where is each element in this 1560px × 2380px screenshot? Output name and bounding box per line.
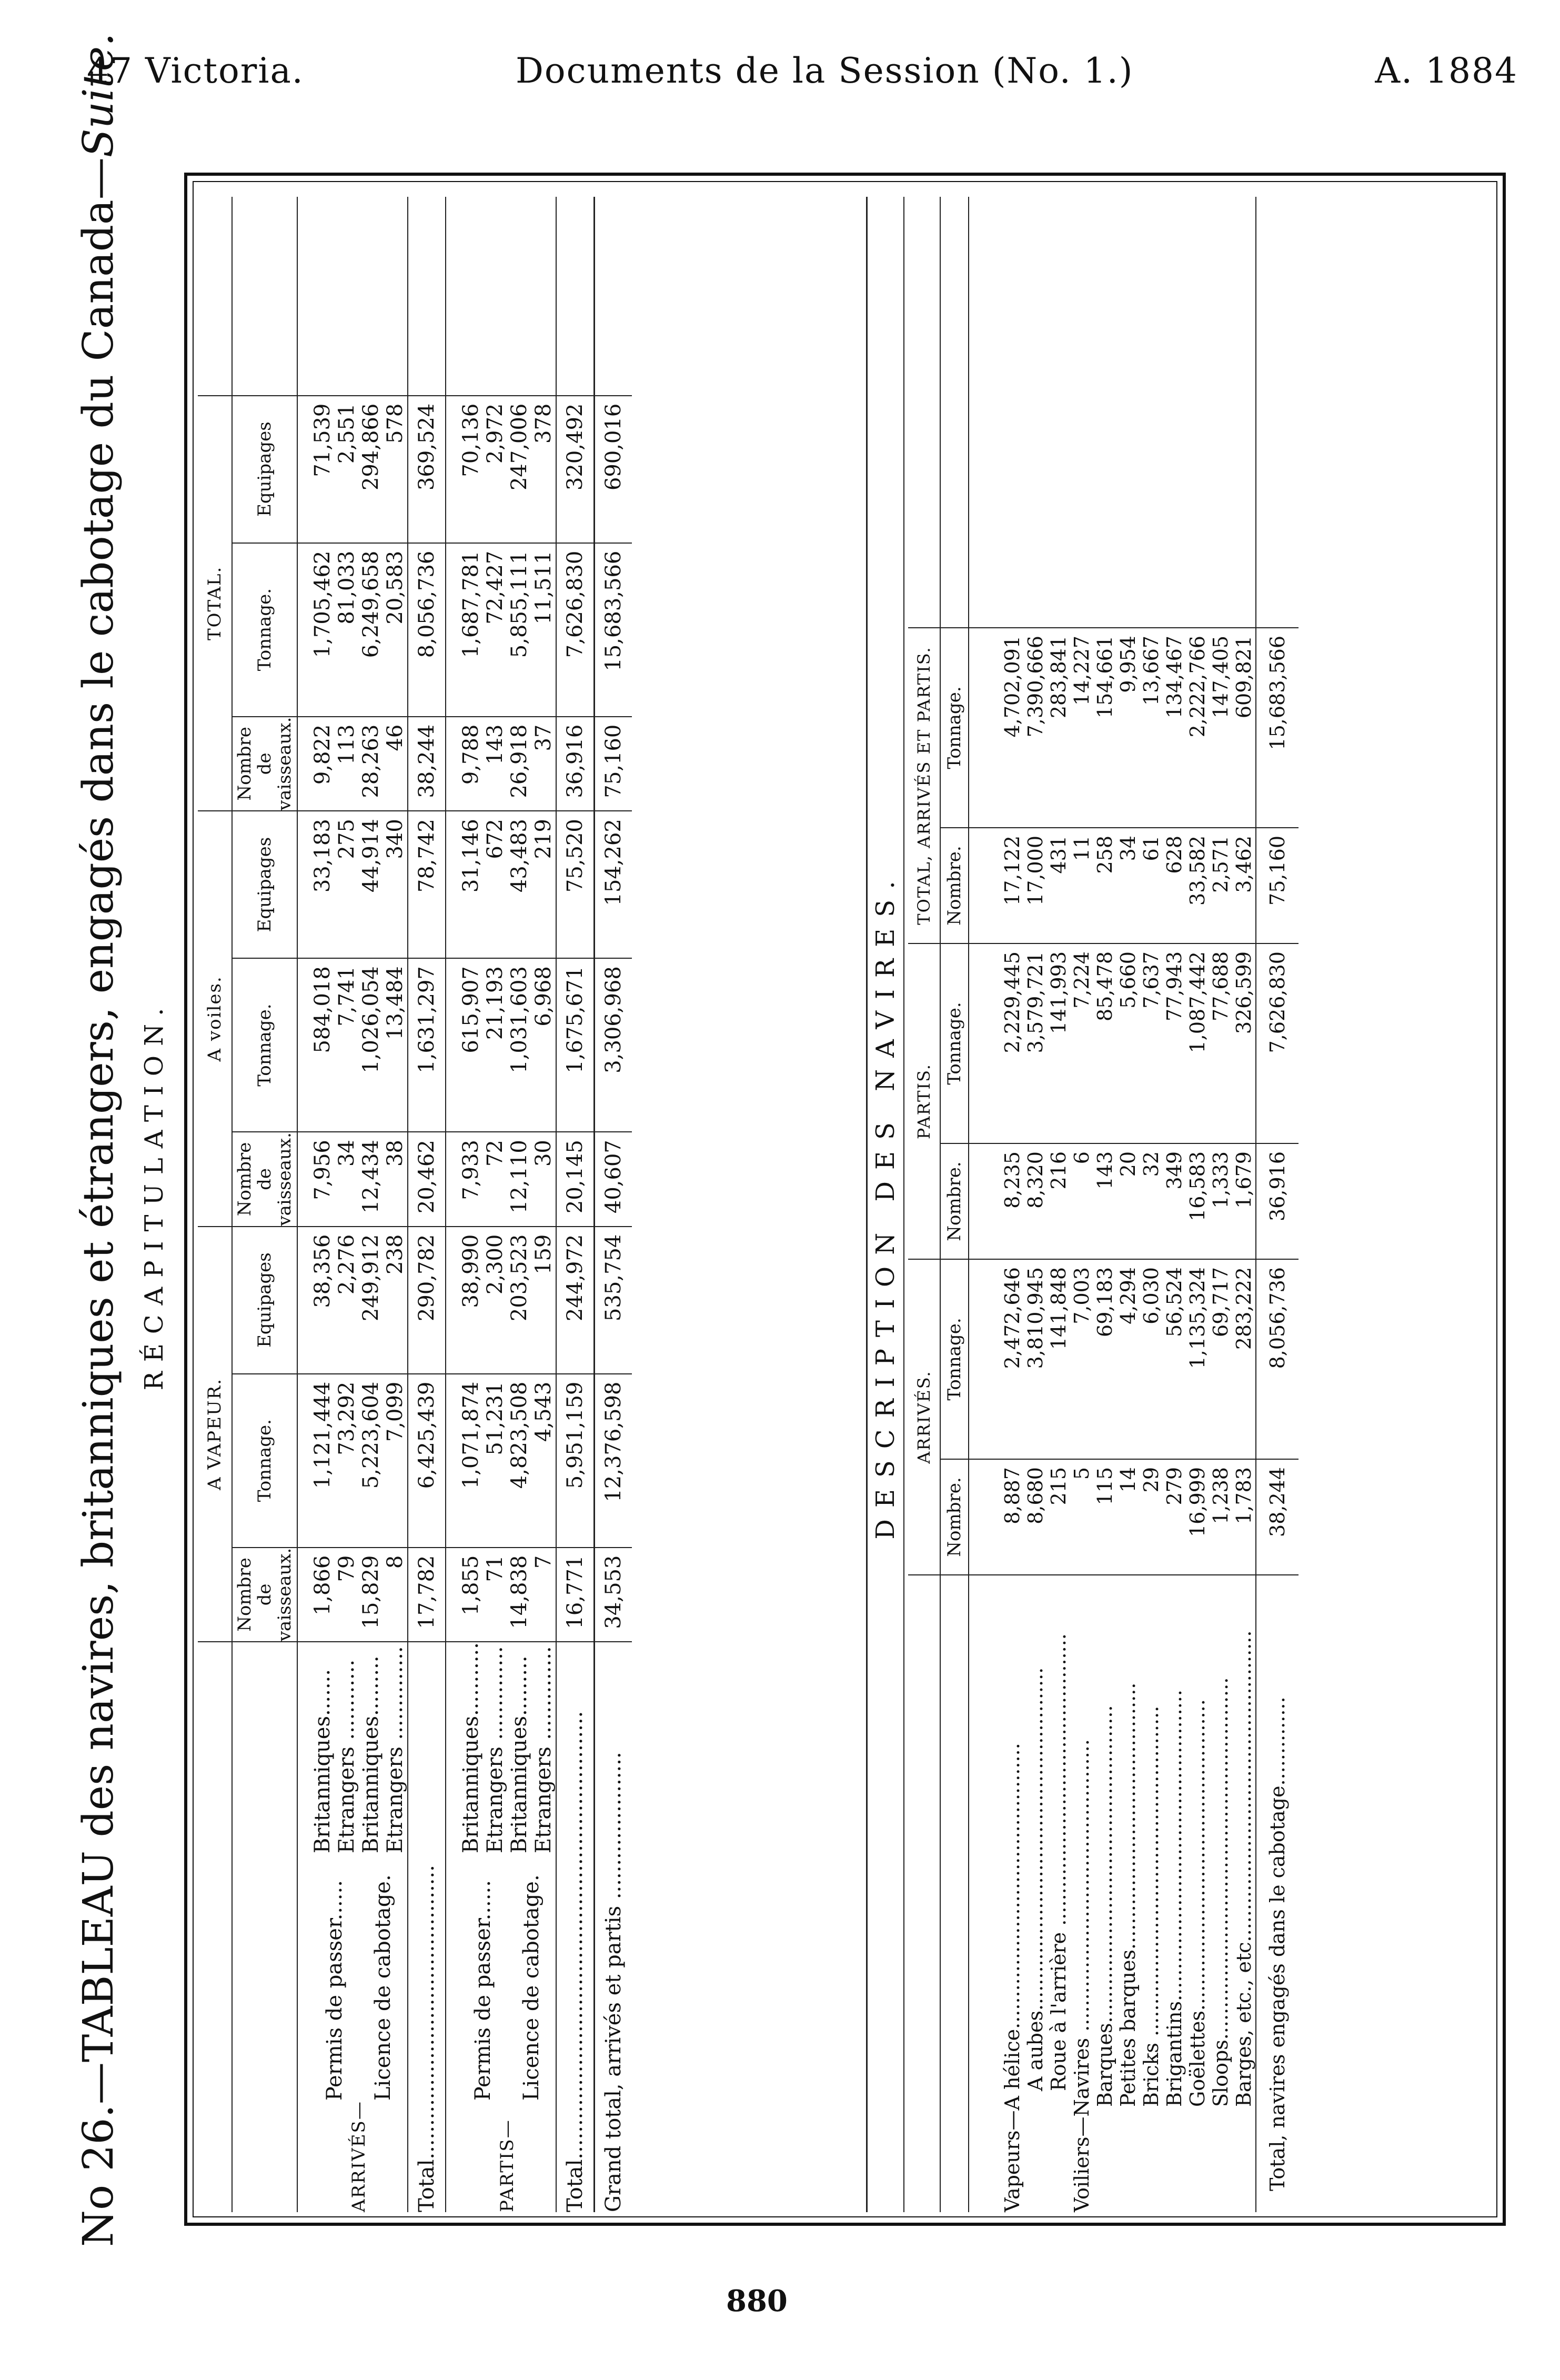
recap-cell: 7,626,830: [556, 543, 595, 717]
recap-partis-label: PARTIS—: [446, 2101, 556, 2212]
recap-total-equipages-header: Equipages: [232, 396, 297, 543]
recap-cell: 14,838: [507, 1548, 531, 1642]
recap-cell: 38,356: [297, 1227, 335, 1374]
desc-arrives-nombre-header: Nombre.: [940, 1459, 969, 1575]
desc-cell: 283,841: [1047, 628, 1070, 828]
desc-row: [1116, 197, 1140, 2212]
recap-cell: 535,754: [595, 1227, 632, 1374]
recap-row-grand-total: [595, 197, 632, 2212]
desc-cell: 38,244: [1256, 1459, 1299, 1575]
recap-group-header-row: [198, 197, 232, 2212]
recap-cell: 1,031,603: [507, 958, 531, 1132]
recap-voiles-equipages-header: Equipages: [232, 811, 297, 958]
desc-cell: 6: [1070, 1143, 1093, 1259]
desc-arrives-tonnage-header: Tonnage.: [940, 1259, 969, 1459]
desc-row-label: Roue à l'arrière ..............................................: [1047, 1633, 1070, 2091]
desc-cell: 283,222: [1232, 1259, 1256, 1459]
recap-cell: 294,866: [359, 396, 383, 543]
recap-nat: Britanniques.........: [359, 1655, 383, 1854]
recap-cell: 584,018: [297, 958, 335, 1132]
desc-cell: 7,003: [1070, 1259, 1093, 1459]
desc-cell: 77,943: [1163, 943, 1186, 1143]
desc-spare-cell: [1047, 197, 1070, 628]
recap-row-partis-2: [507, 197, 531, 2212]
desc-cell: 143: [1093, 1143, 1116, 1259]
desc-label-subheader: [940, 1575, 969, 2212]
desc-row-label: Sloops.........................................................: [1209, 1677, 1232, 2107]
recap-cell: 1,687,781: [446, 543, 483, 717]
recap-row-arrives-total: [408, 197, 446, 2212]
desc-cell: 2,571: [1209, 828, 1232, 943]
recap-cell: 16,771: [556, 1548, 595, 1642]
desc-spare-header: [908, 197, 940, 628]
desc-cell: 7,224: [1070, 943, 1093, 1143]
desc-cell: 8,887: [969, 1459, 1024, 1575]
recap-spare-cell: [446, 197, 483, 396]
recap-cell: 38: [383, 1132, 408, 1227]
recap-cell: 615,907: [446, 958, 483, 1132]
recap-cell: 247,006: [507, 396, 531, 543]
desc-cell: 4,294: [1116, 1259, 1140, 1459]
recap-voiles-nombre-header: Nombre de vaisseaux.: [232, 1132, 297, 1227]
recap-spare-header: [198, 197, 232, 396]
desc-row-total: [1256, 197, 1299, 2212]
desc-cell: 349: [1163, 1143, 1186, 1259]
desc-cell: 36,916: [1256, 1143, 1299, 1259]
recap-cell: 9,822: [297, 717, 335, 811]
desc-cell: 5: [1070, 1459, 1093, 1575]
desc-cell: 326,599: [1232, 943, 1256, 1143]
desc-cell: 7,626,830: [1256, 943, 1299, 1143]
recap-cell: 15,683,566: [595, 543, 632, 717]
desc-spare-subheader: [940, 197, 969, 628]
recap-grand-total-label: Grand total, arrivés et partis ......................: [595, 1642, 632, 2212]
recap-arrives-total-label: Total............................................: [408, 1642, 446, 2212]
recap-cell: 340: [383, 811, 408, 958]
desc-cell: 77,688: [1209, 943, 1232, 1143]
table-title-main: No 26.—TABLEAU des navires, britanniques et étrangers, engagés dans le cabotage du Canada—: [74, 157, 123, 2247]
recap-group-total: TOTAL.: [198, 396, 232, 811]
recap-cell: 5,951,159: [556, 1374, 595, 1548]
desc-cell: 141,993: [1047, 943, 1070, 1143]
recap-cell: 9,788: [446, 717, 483, 811]
recap-spare-cell: [359, 197, 383, 396]
desc-cell: 147,405: [1209, 628, 1232, 828]
desc-spare-cell: [1256, 197, 1299, 628]
desc-cell: 34: [1116, 828, 1140, 943]
desc-cell: 258: [1093, 828, 1116, 943]
recap-cell: 672: [483, 811, 507, 958]
recap-cell: 2,300: [483, 1227, 507, 1374]
recap-cell: 1,866: [297, 1548, 335, 1642]
recap-label-header: [198, 1642, 232, 2212]
recap-cell: 1,121,444: [297, 1374, 335, 1548]
recap-voiles-tonnage-header: Tonnage.: [232, 958, 297, 1132]
desc-cell: 216: [1047, 1143, 1070, 1259]
desc-spare-cell: [969, 197, 1024, 628]
recap-row-partis-total: [556, 197, 595, 2212]
desc-row: [969, 197, 1024, 2212]
recap-cell: 15,829: [359, 1548, 383, 1642]
recap-label-subheader: [232, 1642, 297, 2212]
recap-cell: 6,968: [531, 958, 556, 1132]
running-head-left: 47 Victoria.: [87, 51, 304, 91]
recap-cell: 12,434: [359, 1132, 383, 1227]
table-subtitle: RÉCAPITULATION.: [139, 998, 169, 1391]
recap-cell: 244,972: [556, 1227, 595, 1374]
desc-group-header-row: [908, 197, 940, 2212]
recap-cell: 13,484: [383, 958, 408, 1132]
desc-cell: 3,462: [1232, 828, 1256, 943]
recap-cell: 75,520: [556, 811, 595, 958]
recap-cell: 113: [335, 717, 359, 811]
recap-cell: 37: [531, 717, 556, 811]
recap-cell: 81,033: [335, 543, 359, 717]
desc-cell: 2,229,445: [969, 943, 1024, 1143]
recap-spare-subheader: [232, 197, 297, 396]
recap-cell: 3,306,968: [595, 958, 632, 1132]
table-title-suite: Suite.: [74, 33, 123, 158]
recap-arrives-permit1: Permis de passer......: [323, 1880, 347, 2101]
desc-cell: 4,702,091: [969, 628, 1024, 828]
desc-cell: 3,579,721: [1024, 943, 1047, 1143]
recap-vapeur-tonnage-header: Tonnage.: [232, 1374, 297, 1548]
recap-spare-cell: [335, 197, 359, 396]
running-head: [0, 0, 1560, 105]
recap-cell: 1,855: [446, 1548, 483, 1642]
desc-row-label: Barges, etc., etc.................................................: [1232, 1630, 1255, 2107]
desc-cell: 279: [1163, 1459, 1186, 1575]
recap-spare-cell: [483, 197, 507, 396]
desc-spare-cell: [1116, 197, 1140, 628]
desc-cell: 8,680: [1024, 1459, 1047, 1575]
desc-spare-cell: [1209, 197, 1232, 628]
recap-total-nombre-header: Nombre de vaisseaux.: [232, 717, 297, 811]
recap-spare-cell: [556, 197, 595, 396]
desc-cell: 32: [1140, 1143, 1163, 1259]
desc-partis-tonnage-header: Tonnage.: [940, 943, 969, 1143]
recap-cell: 33,183: [297, 811, 335, 958]
desc-cell: 61: [1140, 828, 1163, 943]
description-table: [908, 197, 1299, 2212]
desc-total-label: Total, navires engagés dans le cabotage..............: [1256, 1575, 1299, 2212]
recap-cell: 34,553: [595, 1548, 632, 1642]
recap-cell: 28,263: [359, 717, 383, 811]
desc-label-header: [908, 1575, 940, 2212]
recap-cell: 2,551: [335, 396, 359, 543]
recap-cell: 5,223,604: [359, 1374, 383, 1548]
desc-cell: 14,227: [1070, 628, 1093, 828]
recap-cell: 40,607: [595, 1132, 632, 1227]
table-title: [74, 33, 123, 2247]
desc-row-label: Petites barques..........................................: [1116, 1682, 1140, 2107]
recap-cell: 78,742: [408, 811, 446, 958]
recap-vapeur-equipages-header: Equipages: [232, 1227, 297, 1374]
recap-row-arrives-0: [297, 197, 335, 2212]
recap-cell: 30: [531, 1132, 556, 1227]
desc-cell: 16,999: [1186, 1459, 1209, 1575]
recap-nat: Britanniques...........: [446, 1642, 483, 1853]
desc-total-tonnage-header: Tonnage.: [940, 628, 969, 828]
desc-row-label: A aubes......................................................: [1024, 1667, 1047, 2091]
recap-cell: 44,914: [359, 811, 383, 958]
desc-partis-nombre-header: Nombre.: [940, 1143, 969, 1259]
recap-table: [198, 197, 632, 2212]
recap-cell: 46: [383, 717, 408, 811]
recap-cell: 71,539: [297, 396, 335, 543]
desc-row-label: Bricks ....................................................: [1140, 1705, 1163, 2107]
desc-cell: 16,583: [1186, 1143, 1209, 1259]
recap-cell: 378: [531, 396, 556, 543]
recap-cell: 20,583: [383, 543, 408, 717]
recap-cell: 72: [483, 1132, 507, 1227]
recap-cell: 7,099: [383, 1374, 408, 1548]
recap-cell: 12,376,598: [595, 1374, 632, 1548]
desc-cell: 8,056,736: [1256, 1259, 1299, 1459]
desc-cell: 1,135,324: [1186, 1259, 1209, 1459]
recap-cell: 159: [531, 1227, 556, 1374]
recap-cell: 36,916: [556, 717, 595, 811]
desc-cell: 154,661: [1093, 628, 1116, 828]
desc-row: [1047, 197, 1070, 2212]
recap-cell: 21,193: [483, 958, 507, 1132]
recap-nat: Etrangers ............: [335, 1659, 359, 1854]
desc-cell: 115: [1093, 1459, 1116, 1575]
running-head-right: A. 1884: [1375, 51, 1518, 91]
desc-cell: 1,783: [1232, 1459, 1256, 1575]
recap-cell: 51,231: [483, 1374, 507, 1548]
desc-total-nombre-header: Nombre.: [940, 828, 969, 943]
title-block: [74, 33, 179, 2247]
desc-cell: 7,390,666: [1024, 628, 1047, 828]
desc-row-label: Barques..................................................: [1093, 1705, 1116, 2107]
desc-cell: 3,810,945: [1024, 1259, 1047, 1459]
recap-cell: 20,462: [408, 1132, 446, 1227]
desc-cell: 628: [1163, 828, 1186, 943]
desc-cell: 9,954: [1116, 628, 1140, 828]
desc-row: [1070, 197, 1093, 2212]
desc-cell: 29: [1140, 1459, 1163, 1575]
desc-row: [1163, 197, 1186, 2212]
desc-cell: 6,030: [1140, 1259, 1163, 1459]
desc-cell: 1,679: [1232, 1143, 1256, 1259]
desc-cell: 134,467: [1163, 628, 1186, 828]
recap-cell: 38,990: [446, 1227, 483, 1374]
recap-cell: 70,136: [446, 396, 483, 543]
recap-group-vapeur: A VAPEUR.: [198, 1227, 232, 1642]
desc-cell: 1,238: [1209, 1459, 1232, 1575]
recap-nat: Britanniques.........: [507, 1655, 531, 1854]
desc-row-label: Voiliers—Navires ..............................................: [1070, 1739, 1093, 2212]
recap-nat: Britanniques.......: [310, 1669, 335, 1854]
desc-spare-cell: [1140, 197, 1163, 628]
recap-cell: 143: [483, 717, 507, 811]
recap-cell: 2,972: [483, 396, 507, 543]
desc-cell: 141,848: [1047, 1259, 1070, 1459]
table-frame: [184, 173, 1506, 2226]
recap-cell: 6,249,658: [359, 543, 383, 717]
desc-cell: 8,320: [1024, 1143, 1047, 1259]
recap-cell: 369,524: [408, 396, 446, 543]
recap-arrives-label: ARRIVÉS—: [348, 2101, 369, 2212]
recap-cell: 1,071,874: [446, 1374, 483, 1548]
desc-cell: 20: [1116, 1143, 1140, 1259]
recap-cell: 7,933: [446, 1132, 483, 1227]
description-title: DESCRIPTION DES NAVIRES.: [866, 197, 904, 2212]
desc-body: [969, 197, 1256, 2212]
recap-cell: 5,855,111: [507, 543, 531, 717]
recap-cell: 203,523: [507, 1227, 531, 1374]
desc-cell: 33,582: [1186, 828, 1209, 943]
recap-cell: 34: [335, 1132, 359, 1227]
desc-cell: 85,478: [1093, 943, 1116, 1143]
desc-cell: 2,472,646: [969, 1259, 1024, 1459]
desc-cell: 69,717: [1209, 1259, 1232, 1459]
recap-cell: 7,956: [297, 1132, 335, 1227]
recap-cell: 43,483: [507, 811, 531, 958]
recap-spare-cell: [297, 197, 335, 396]
recap-partis-total-label: Total...................................................................: [556, 1642, 595, 2212]
desc-spare-cell: [1024, 197, 1047, 628]
desc-row: [1232, 197, 1256, 2212]
recap-cell: 690,016: [595, 396, 632, 543]
desc-spare-cell: [1186, 197, 1209, 628]
desc-cell: 14: [1116, 1459, 1140, 1575]
desc-spare-cell: [1093, 197, 1116, 628]
desc-cell: 69,183: [1093, 1259, 1116, 1459]
recap-cell: 219: [531, 811, 556, 958]
desc-cell: 1,087,442: [1186, 943, 1209, 1143]
recap-row-arrives-2: [359, 197, 383, 2212]
recap-cell: 238: [383, 1227, 408, 1374]
desc-spare-cell: [1070, 197, 1093, 628]
recap-cell: 320,492: [556, 396, 595, 543]
desc-row: [1024, 197, 1047, 2212]
recap-cell: 38,244: [408, 717, 446, 811]
recap-cell: 75,160: [595, 717, 632, 811]
recap-group-voiles: A voiles.: [198, 811, 232, 1227]
desc-row: [1140, 197, 1163, 2212]
recap-cell: 1,675,671: [556, 958, 595, 1132]
page-number: 880: [726, 2284, 788, 2318]
recap-cell: 578: [383, 396, 408, 543]
recap-spare-cell: [531, 197, 556, 396]
desc-row: [1209, 197, 1232, 2212]
recap-cell: 71: [483, 1548, 507, 1642]
desc-spare-cell: [1163, 197, 1186, 628]
desc-group-partis: PARTIS.: [908, 943, 940, 1259]
recap-spare-cell: [595, 197, 632, 396]
desc-group-total: TOTAL, ARRIVÉS ET PARTIS.: [908, 628, 940, 943]
recap-partis-permit2: Licence de cabotage.: [519, 1874, 544, 2101]
recap-cell: 4,823,508: [507, 1374, 531, 1548]
recap-cell: 12,110: [507, 1132, 531, 1227]
recap-spare-cell: [507, 197, 531, 396]
recap-cell: 8,056,736: [408, 543, 446, 717]
recap-partis-permit1: Permis de passer......: [446, 1853, 507, 2101]
recap-total-tonnage-header: Tonnage.: [232, 543, 297, 717]
running-head-center: Documents de la Session (No. 1.): [516, 51, 1134, 91]
desc-cell: 15,683,566: [1256, 628, 1299, 828]
recap-cell: 79: [335, 1548, 359, 1642]
desc-row: [1093, 197, 1116, 2212]
recap-arrives-permit2: Licence de cabotage.: [371, 1874, 395, 2101]
desc-group-arrives: ARRIVÉS.: [908, 1259, 940, 1575]
recap-cell: 249,912: [359, 1227, 383, 1374]
recap-cell: 275: [335, 811, 359, 958]
desc-row-label: Vapeurs—A hélice.............................................: [1001, 1743, 1024, 2212]
desc-row-label: Brigantins.................................................: [1163, 1690, 1186, 2107]
recap-nat: Etrangers ..............: [383, 1646, 407, 1854]
recap-cell: 154,262: [595, 811, 632, 958]
recap-cell: 290,782: [408, 1227, 446, 1374]
recap-cell: 11,511: [531, 543, 556, 717]
recap-spare-cell: [383, 197, 408, 396]
desc-cell: 7,637: [1140, 943, 1163, 1143]
recap-cell: 2,276: [335, 1227, 359, 1374]
desc-cell: 5,660: [1116, 943, 1140, 1143]
desc-cell: 1,333: [1209, 1143, 1232, 1259]
recap-nat: Etrangers ..............: [483, 1646, 507, 1854]
recap-cell: 6,425,439: [408, 1374, 446, 1548]
desc-cell: 431: [1047, 828, 1070, 943]
recap-nat: Etrangers ..............: [531, 1646, 556, 1854]
recap-cell: 1,705,462: [297, 543, 335, 717]
recap-vapeur-nombre-header: Nombre de vaisseaux.: [232, 1548, 297, 1642]
desc-cell: 13,667: [1140, 628, 1163, 828]
recap-cell: 72,427: [483, 543, 507, 717]
desc-cell: 75,160: [1256, 828, 1299, 943]
recap-cell: 26,918: [507, 717, 531, 811]
recap-cell: 17,782: [408, 1548, 446, 1642]
desc-row: [1186, 197, 1209, 2212]
recap-cell: 7,741: [335, 958, 359, 1132]
desc-cell: 8,235: [969, 1143, 1024, 1259]
recap-cell: 31,146: [446, 811, 483, 958]
recap-cell: 1,026,054: [359, 958, 383, 1132]
desc-cell: 609,821: [1232, 628, 1256, 828]
desc-spare-cell: [1232, 197, 1256, 628]
recap-cell: 1,631,297: [408, 958, 446, 1132]
desc-cell: 56,524: [1163, 1259, 1186, 1459]
desc-cell: 17,122: [969, 828, 1024, 943]
recap-cell: 20,145: [556, 1132, 595, 1227]
desc-cell: 17,000: [1024, 828, 1047, 943]
recap-cell: 8: [383, 1548, 408, 1642]
recap-cell: 7: [531, 1548, 556, 1642]
desc-cell: 11: [1070, 828, 1093, 943]
recap-cell: 4,543: [531, 1374, 556, 1548]
desc-cell: 215: [1047, 1459, 1070, 1575]
desc-row-label: Goëlettes.................................................: [1186, 1699, 1209, 2107]
desc-cell: 2,222,766: [1186, 628, 1209, 828]
desc-sub-header-row: [940, 197, 969, 2212]
recap-spare-cell: [408, 197, 446, 396]
recap-cell: 73,292: [335, 1374, 359, 1548]
recap-sub-header-row: [232, 197, 297, 2212]
recap-row-partis-0: [446, 197, 483, 2212]
